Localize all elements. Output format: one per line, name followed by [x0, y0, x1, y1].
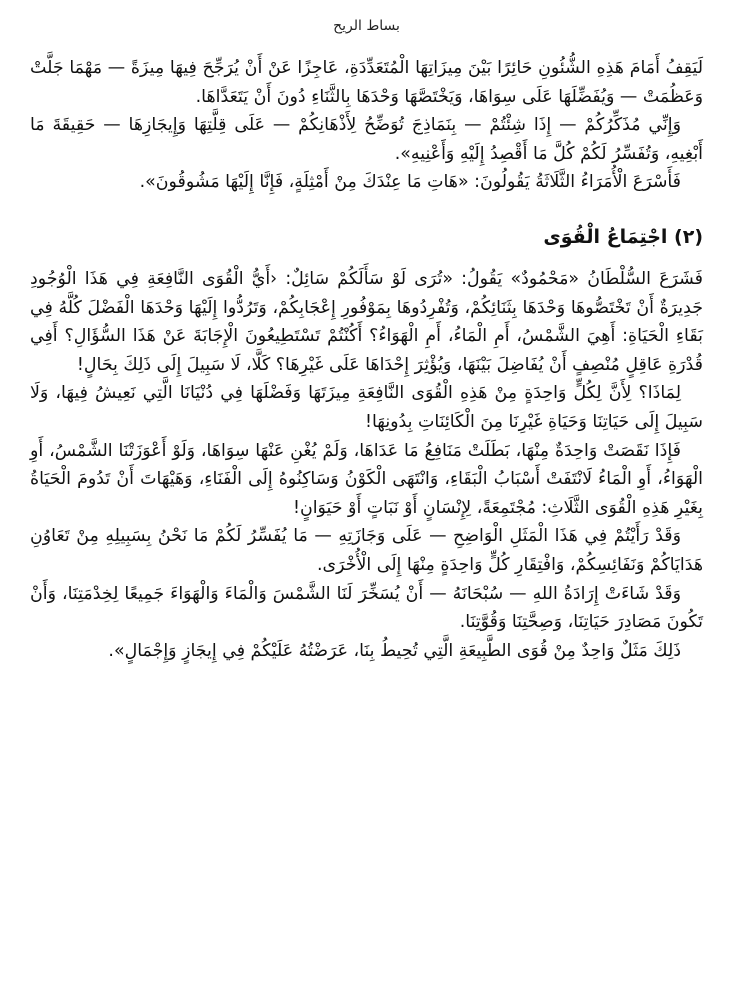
section-paragraph-2: لِمَاذَا؟ لِأَنَّ لِكُلٍّ وَاحِدَةٍ مِنْ هَذِهِ الْقُوَى النَّافِعَةِ مِيزَتَهَا وَفَضْلَهَا فِي دُنْيَانَا الَّتِي نَعِيشُ فِيهَا، وَلَا سَبِيلَ إِلَى حَيَاتِنَا وَحَيَاةِ غَيْرِنَا مِنَ الْكَائِنَاتِ بِدُونِهَا! [30, 383, 703, 432]
section-spacer [30, 197, 703, 223]
section-paragraph-6: ذَلِكَ مَثَلٌ وَاحِدٌ مِنْ قُوَى الطَّبِيعَةِ الَّتِي تُحِيطُ بِنَا، عَرَضْتُهُ عَلَيْكُمْ فِي إِيجَازٍ وَإِجْمَالٍ». [108, 640, 681, 661]
section-paragraph-5: وَقَدْ شَاءَتْ إِرَادَةُ اللهِ — سُبْحَانَهُ — أَنْ يُسَخِّرَ لَنَا الشَّمْسَ وَالْمَاءَ وَالْهَوَاءَ جَمِيعًا لِخِدْمَتِنَا، وَأَنْ تَكُونَ مَصَادِرَ حَيَاتِنَا، وَصِحَّتِنَا وَقُوَّتِنَا. [30, 583, 703, 633]
section-paragraph-4: وَقَدْ رَأَيْتُمْ فِي هَذَا الْمَثَلِ الْوَاضِحِ — عَلَى وَجَازَتِهِ — مَا يُفَسِّرُ لَكُمْ مَا نَحْنُ بِسَبِيلِهِ مِنْ تَعَاوُنِ هَدَايَاكُمْ وَنَفَائِسِكُمْ، وَافْتِقَارِ كُلٍّ وَاحِدَةٍ مِنْهَا إِلَى الْأُخْرَى. [30, 526, 703, 575]
intro-paragraph-1: لَيَقِفُ أَمَامَ هَذِهِ الشُّئُونِ حَائِرًا بَيْنَ مِيزَاتِهَا الْمُتَعَدِّدَةِ، عَاجِزًا عَنْ أَنْ يُرَجِّحَ فِيهَا مِيزَةً — مَهْمَا جَلَّتْ وَعَظُمَتْ — وَيُفَضِّلَهَا عَلَى سِوَاهَا، وَيَخْتَصَّهَا وَحْدَهَا بِالثَّنَاءِ دُونَ أَنْ يَتَعَدَّاهَا. [30, 58, 703, 107]
intro-paragraph-2: وَإِنِّي مُذَكِّرُكُمْ — إِذَا شِئْتُمْ — بِنَمَاذِجَ تُوَضِّحُ لِأَذْهَانِكُمْ — عَلَى قِلَّتِهَا وَإِيجَازِهَا — حَقِيقَةَ مَا أَبْغِيهِ، وَتُفَسِّرُ لَكُمْ كُلَّ مَا أَقْصِدُ إِلَيْهِ وَأَعْنِيهِ». [30, 115, 703, 164]
intro-paragraph-3: فَأَسْرَعَ الْأُمَرَاءُ الثَّلَاثَةُ يَقُولُونَ: «هَاتِ مَا عِنْدَكَ مِنْ أَمْثِلَةٍ، فَإِنَّا إِلَيْهَا مَشُوقُونَ». [139, 172, 681, 193]
running-header: بساط الريح [333, 18, 400, 34]
section-heading: (٢) اجْتِمَاعُ الْقُوَى [543, 225, 703, 248]
section-paragraph-1: فَشَرَعَ السُّلْطَانُ «مَحْمُودٌ» يَقُولُ: «تُرَى لَوْ سَأَلَكُمْ سَائِلٌ: ‹أَيُّ الْقُوَى النَّافِعَةِ فِي هَذَا الْوُجُودِ جَدِيرَةٌ أَنْ تَخْتَصُّوهَا وَحْدَهَا بِثَنَائِكُمْ، وَتُفْرِدُوهَا بِمَوْفُورِ إِعْجَابِكُمْ، وَتَرُدُّوا إِلَيْهَا وَحْدَهَا الْفَضْلَ كُلَّهُ فِي بَقَاءِ الْحَيَاةِ: أَهِيَ الشَّمْسُ، أَمِ الْمَاءُ، أَمِ الْهَوَاءُ؟ أَكُنْتُمْ تَسْتَطِيعُونَ الْإِجَابَةَ عَنْ هَذَا السُّؤَالِ؟ أَفِي قُدْرَةِ عَاقِلٍ مُنْصِفٍ أَنْ يُفَاضِلَ بَيْنَهَا، وَيُؤْثِرَ إِحْدَاهَا عَلَى غَيْرِهَا؟ كَلَّا، لَا سَبِيلَ إِلَى ذَلِكَ بِحَالٍ! [30, 268, 703, 375]
section-paragraph-3: فَإِذَا نَقَصَتْ وَاحِدَةٌ مِنْهَا، بَطَلَتْ مَنَافِعُ مَا عَدَاهَا، وَلَمْ يُغْنِ عَنْهَا سِوَاهَا، وَلَوْ أَعْوَزَتْنَا الشَّمْسُ، أَوِ الْهَوَاءُ، أَوِ الْمَاءُ لَانْتَفَتْ أَسْبَابُ الْبَقَاءِ، وَانْتَهَى الْكَوْنُ وَسَاكِنُوهُ إِلَى الْفَنَاءِ، وَهَيْهَاتَ أَنْ تَدُومَ الْحَيَاةُ بِغَيْرِ هَذِهِ الْقُوَى الثَّلَاثِ: مُجْتَمِعَةً، لِإِنْسَانٍ أَوْ نَبَاتٍ أَوْ حَيَوَانٍ! [30, 440, 703, 518]
